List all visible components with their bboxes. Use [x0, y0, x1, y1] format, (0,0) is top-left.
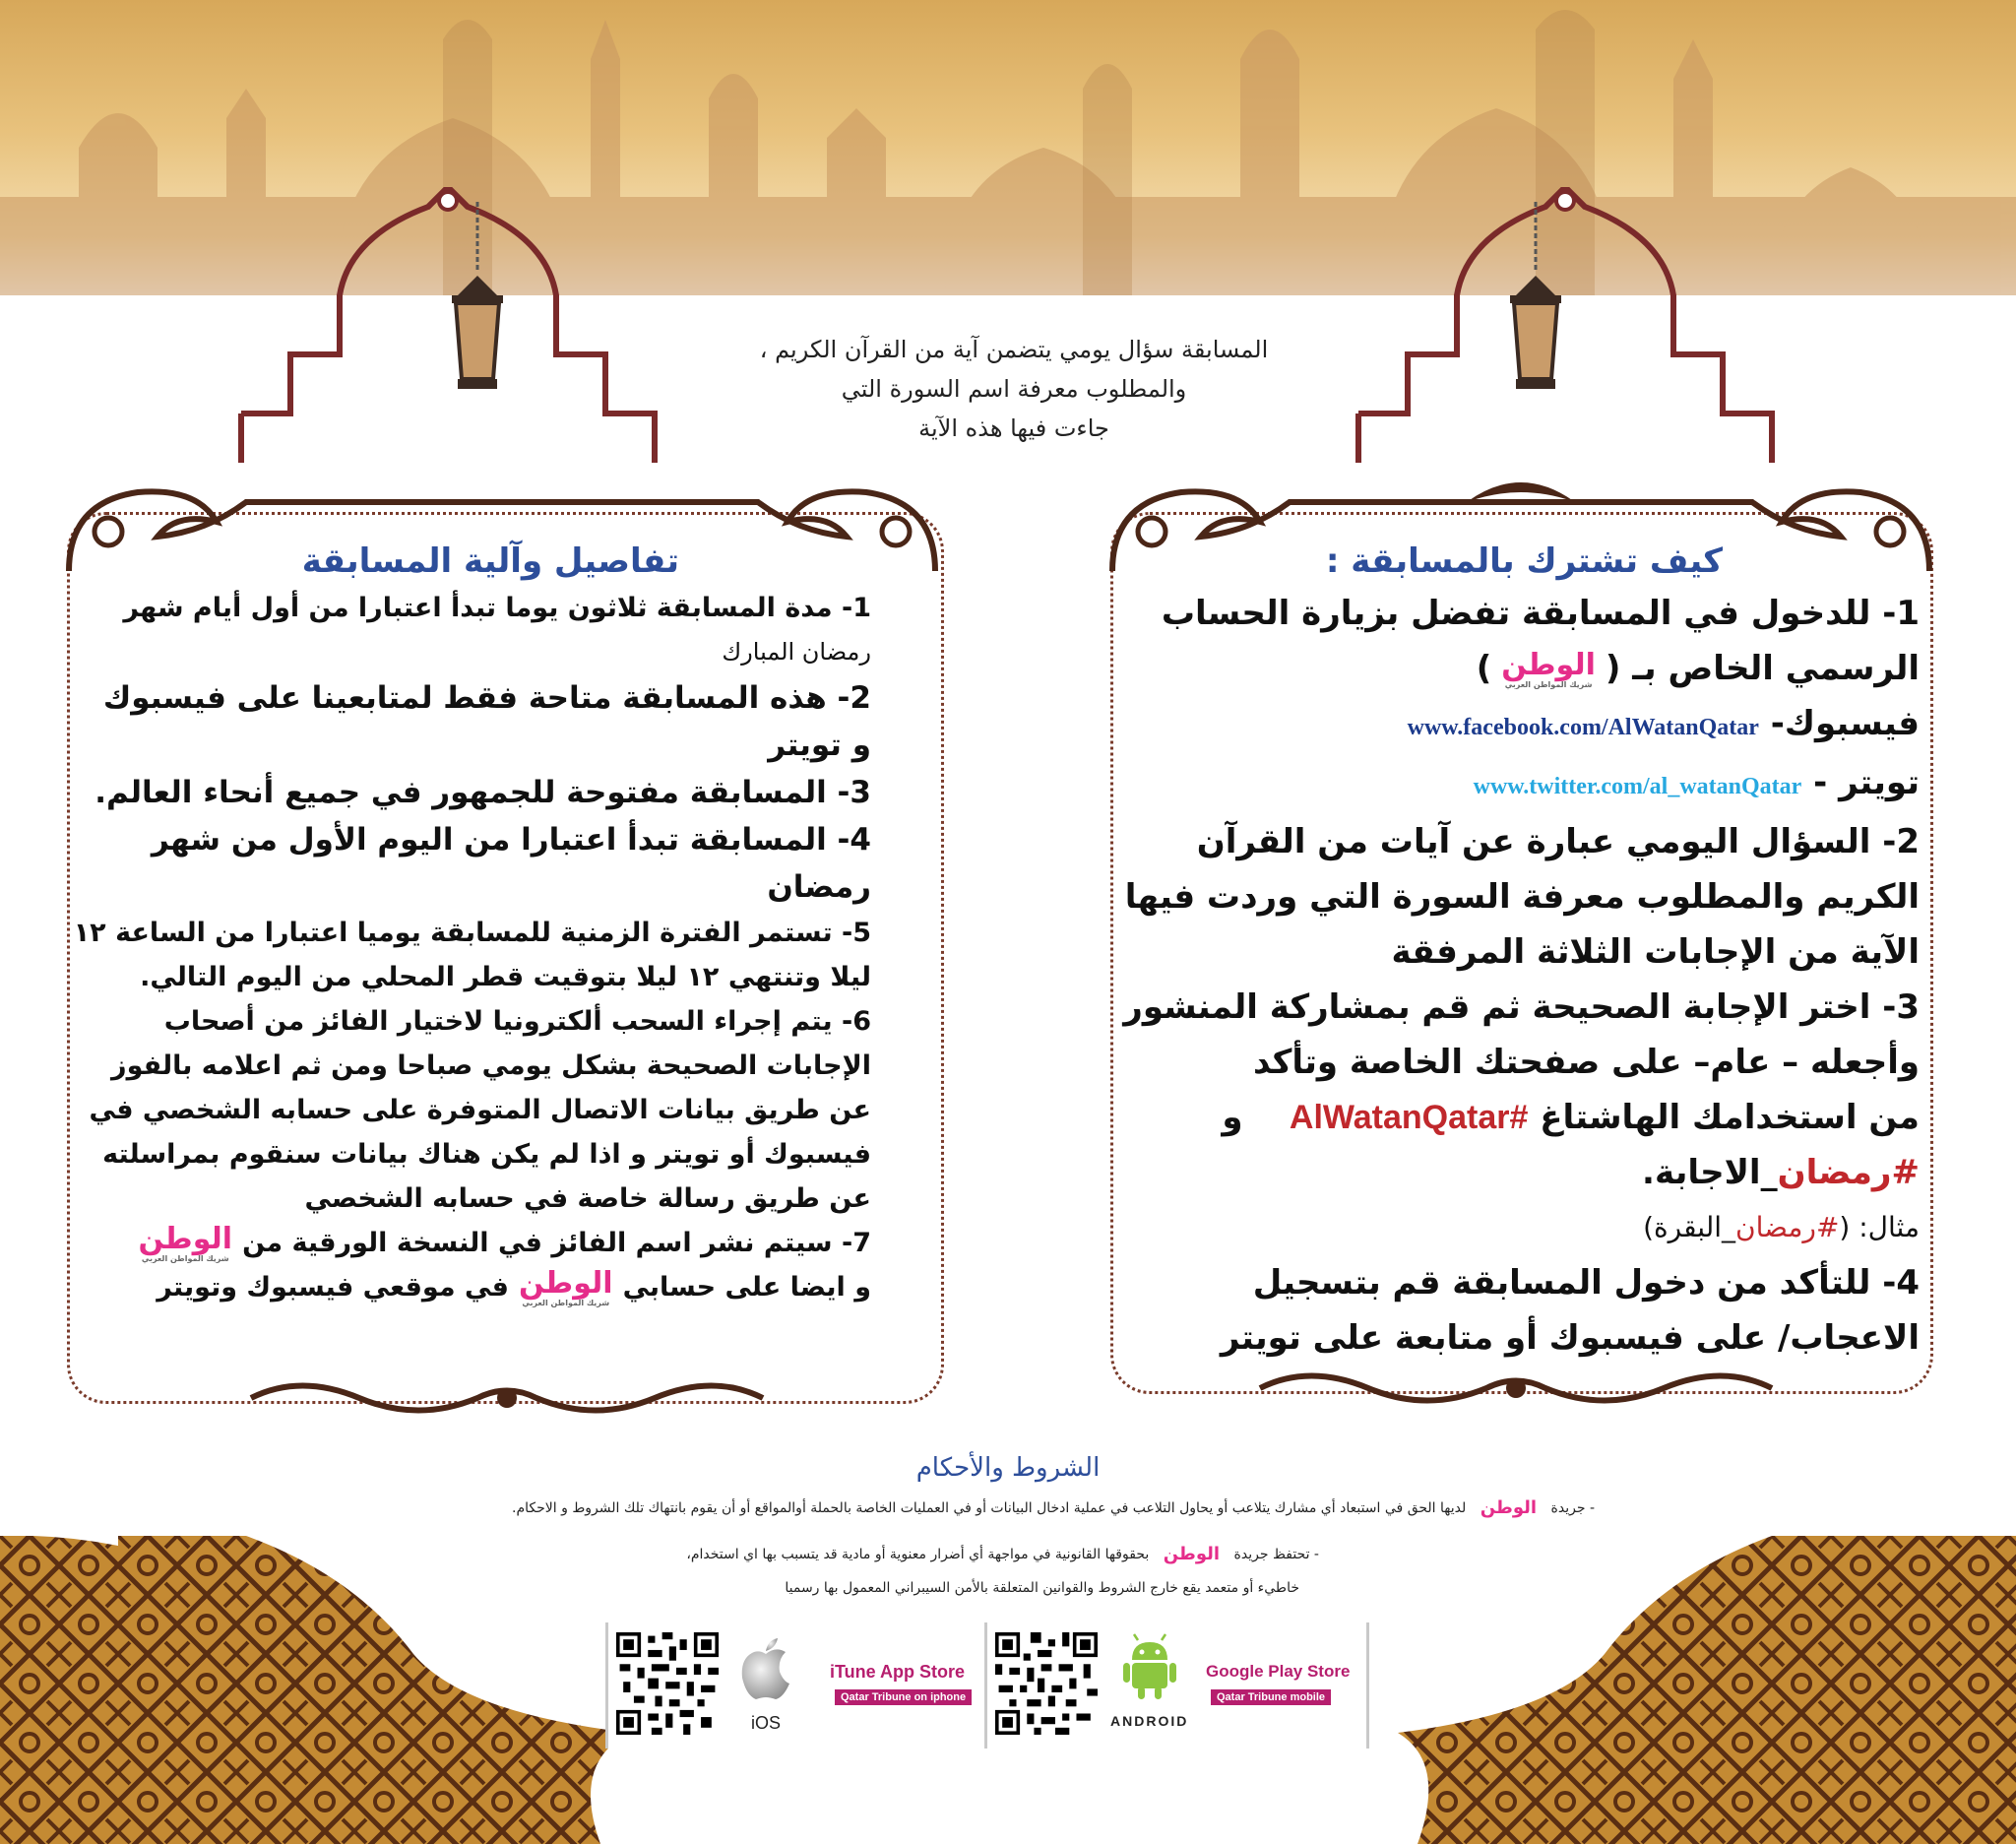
list-item	[1132, 641, 1920, 696]
list-item: 3- اختر الإجابة الصحيحة ثم قم بمشاركة المنشور	[1123, 987, 1920, 1027]
hashtag-ramadan[interactable]: #رمضان	[1777, 1153, 1920, 1192]
example-text: مثال: (	[1839, 1211, 1920, 1243]
intro-line: جاءت فيها هذه الآية	[918, 414, 1109, 442]
twitter-row	[1132, 755, 1920, 814]
list-item: عن طريق بيانات الاتصال المتوفرة على حسابه الشخصي في	[89, 1095, 871, 1125]
list-text: الرسمي الخاص بـ (	[1605, 649, 1920, 688]
twitter-link[interactable]: www.twitter.com/al_watanQatar	[1473, 774, 1802, 799]
list-item: 4- المسابقة تبدأ اعتبارا من اليوم الأول من شهر	[151, 822, 871, 858]
list-item: و تويتر	[768, 728, 871, 763]
left-lantern-icon	[438, 202, 517, 409]
intro-line: والمطلوب معرفة اسم السورة التي	[841, 375, 1187, 403]
list-item: 4- للتأكد من دخول المسابقة قم بتسجيل	[1252, 1263, 1920, 1303]
android-qr-code-icon[interactable]	[995, 1632, 1098, 1735]
facebook-label: فيسبوك-	[1770, 704, 1920, 743]
competition-intro	[728, 330, 1299, 448]
list-item: رمضان	[767, 869, 871, 905]
list-text: في موقعي فيسبوك وتويتر	[157, 1272, 509, 1303]
terms-text: بحقوقها القانونية في مواجهة أي أضرار معنوية أو مادية قد يتسبب بها اي استخدام،	[686, 1547, 1150, 1562]
alwatan-logo: الوطن شريك المواطن العربي	[1497, 651, 1600, 689]
list-item: 6- يتم إجراء السحب ألكترونيا لاختيار الفائز من أصحاب	[163, 1006, 871, 1037]
facebook-row	[1132, 696, 1920, 755]
how-to-join-list	[1123, 586, 1920, 1366]
list-item: وأجعله – عام– على صفحتك الخاصة وتأكد	[1252, 1043, 1920, 1082]
list-item: 1- للدخول في المسابقة تفضل بزيارة الحساب	[1161, 594, 1920, 633]
android-store-box	[984, 1622, 1369, 1749]
right-lantern-icon	[1496, 202, 1575, 409]
list-item: الكريم والمطلوب معرفة السورة التي وردت فيها	[1124, 877, 1920, 917]
terms-title: الشروط والأحكام	[915, 1453, 1101, 1483]
alwatan-logo: الوطن شريك المواطن العربي	[515, 1269, 617, 1307]
facebook-link[interactable]: www.facebook.com/AlWatanQatar	[1407, 715, 1759, 740]
alwatan-logo: الوطن	[1160, 1546, 1224, 1563]
intro-line: المسابقة سؤال يومي يتضمن آية من القرآن الكريم ،	[759, 336, 1269, 363]
right-bottom-ornament-icon	[1250, 1364, 1782, 1413]
list-item	[84, 1221, 871, 1265]
twitter-label: تويتر -	[1813, 763, 1920, 802]
terms-line	[591, 1546, 1319, 1563]
example-hashtag[interactable]: #رمضان	[1735, 1211, 1840, 1243]
itunes-store-sub: Qatar Tribune on iphone	[835, 1689, 972, 1705]
list-item: 2- هذه المسابقة متاحة فقط لمتابعينا على فيسبوك	[102, 680, 871, 716]
google-play-store-sub: Qatar Tribune mobile	[1211, 1689, 1331, 1705]
example-row	[1132, 1200, 1920, 1255]
ios-label: iOS	[751, 1713, 782, 1733]
list-item: الآية من الإجابات الثلاثة المرفقة	[1391, 932, 1920, 972]
android-icon	[1120, 1632, 1179, 1701]
list-item: 1- مدة المسابقة ثلاثون يوما تبدأ اعتبارا من أول أيام شهر	[123, 593, 871, 623]
example-text: _البقرة)	[1643, 1211, 1736, 1243]
apple-icon	[736, 1634, 795, 1703]
ios-qr-code-icon[interactable]	[616, 1632, 719, 1735]
alwatan-logo: الوطن	[1477, 1499, 1541, 1517]
list-item	[1132, 1090, 1920, 1145]
terms-line: خاطيء أو متعمد يقع خارج الشروط والقوانين المتعلقة بالأمن السيبراني المعمول بها رسميا	[785, 1580, 1299, 1596]
alwatan-logo: الوطن شريك المواطن العربي	[134, 1225, 236, 1263]
android-label: ANDROID	[1110, 1713, 1189, 1729]
list-item: عن طريق رسالة خاصة في حسابه الشخصي	[304, 1183, 871, 1214]
list-item: 5- تستمر الفترة الزمنية للمسابقة يوميا اعتبارا من الساعة ١٢	[73, 918, 871, 948]
terms-text: - تحتفظ جريدة	[1233, 1547, 1319, 1562]
list-item: ليلا وتنتهي ١٢ ليلا بتوقيت قطر المحلي من اليوم التالي.	[140, 962, 871, 992]
left-bottom-ornament-icon	[241, 1373, 773, 1423]
details-list	[73, 586, 871, 1309]
list-item: الإجابات الصحيحة بشكل يومي صباحا ومن ثم اعلامه بالفوز	[111, 1050, 871, 1081]
list-text: من استخدامك الهاشتاغ	[1540, 1098, 1920, 1137]
list-item: 2- السؤال اليومي عبارة عن آيات من القرآن	[1196, 822, 1920, 861]
list-item: فيسبوك أو تويتر و اذا لم يكن هناك بيانات سنقوم بمراسلته	[102, 1139, 871, 1170]
list-item	[1132, 1145, 1920, 1200]
ios-store-box	[605, 1622, 990, 1749]
list-text: )	[1476, 649, 1492, 688]
terms-text: لديها الحق في استبعاد أي مشارك يتلاعب أو يحاول التلاعب في عملية ادخال البيانات أو في العمليات الخاصة بالحملة أوالمواقع أو أن يقوم بانتهاك تلك الشروط و الاحكام.	[512, 1500, 1467, 1516]
list-item	[84, 1265, 871, 1309]
list-text: و ايضا على حسابي	[622, 1272, 871, 1303]
list-text: و	[1222, 1098, 1243, 1137]
list-text: _الاجابة.	[1642, 1153, 1778, 1192]
list-item: الاعجاب/ على فيسبوك أو متابعة على تويتر	[1220, 1318, 1920, 1358]
list-item: رمضان المبارك	[722, 638, 871, 666]
google-play-store-name[interactable]: Google Play Store	[1206, 1662, 1351, 1681]
list-item: 3- المسابقة مفتوحة للجمهور في جميع أنحاء العالم.	[94, 775, 871, 810]
list-text: 7- سيتم نشر اسم الفائز في النسخة الورقية من	[242, 1228, 871, 1258]
how-to-join-heading: كيف تشترك بالمسابقة :	[1325, 541, 1723, 581]
terms-text: - جريدة	[1550, 1500, 1595, 1516]
details-heading: تفاصيل وآلية المسابقة	[301, 541, 679, 581]
hashtag-alwatanqatar[interactable]: #AlWatanQatar	[1289, 1099, 1529, 1136]
itunes-store-name[interactable]: iTune App Store	[830, 1662, 965, 1682]
terms-line	[463, 1499, 1595, 1517]
